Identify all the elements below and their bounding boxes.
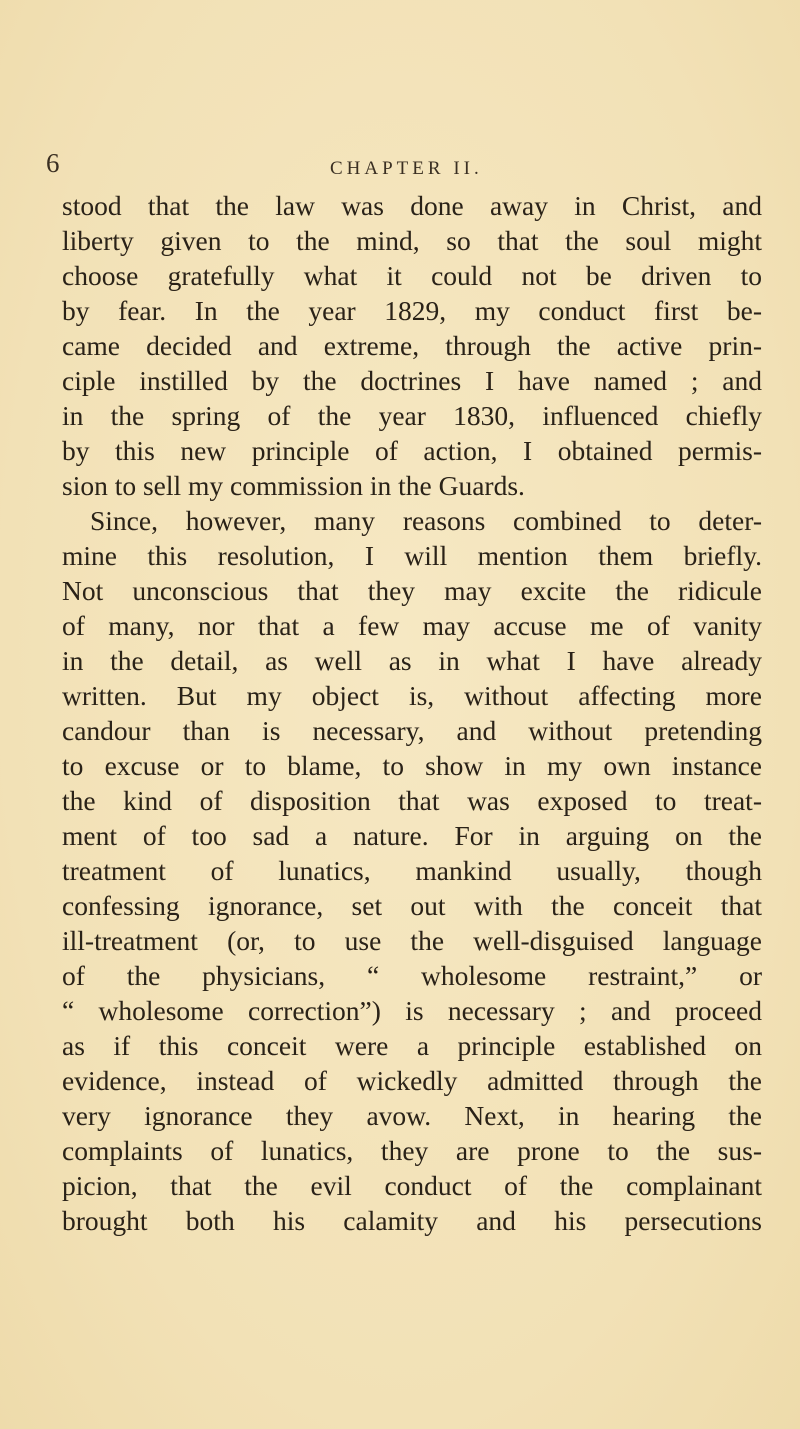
- text-line: stood that the law was done away in Christ, and: [62, 190, 762, 221]
- text-line: brought both his calamity and his persecutions: [62, 1205, 762, 1236]
- text-line: evidence, instead of wickedly admitted through the: [62, 1065, 762, 1096]
- page-number: 6: [46, 148, 60, 178]
- text-line: liberty given to the mind, so that the soul might: [62, 225, 762, 256]
- text-line: by fear. In the year 1829, my conduct first be-: [62, 295, 762, 326]
- text-line: of the physicians, “ wholesome restraint,” or: [62, 960, 762, 991]
- text-line: in the detail, as well as in what I have already: [62, 645, 762, 676]
- text-line: came decided and extreme, through the active prin-: [62, 330, 762, 361]
- text-line: “ wholesome correction”) is necessary ; and proceed: [62, 995, 762, 1026]
- text-line: written. But my object is, without affecting more: [62, 680, 762, 711]
- text-line: to excuse or to blame, to show in my own instance: [62, 750, 762, 781]
- text-line: complaints of lunatics, they are prone to the sus-: [62, 1135, 762, 1166]
- text-line: candour than is necessary, and without pretending: [62, 715, 762, 746]
- body-text: [62, 188, 762, 1238]
- text-line: by this new principle of action, I obtained permis-: [62, 435, 762, 466]
- text-line: ment of too sad a nature. For in arguing on the: [62, 820, 762, 851]
- text-line: ciple instilled by the doctrines I have named ; and: [62, 365, 762, 396]
- text-line: very ignorance they avow. Next, in hearing the: [62, 1100, 762, 1131]
- text-line: Since, however, many reasons combined to deter-: [90, 505, 762, 536]
- text-line: the kind of disposition that was exposed to treat-: [62, 785, 762, 816]
- text-line: ill-treatment (or, to use the well-disguised language: [62, 925, 762, 956]
- text-line: in the spring of the year 1830, influenced chiefly: [62, 400, 762, 431]
- text-line: confessing ignorance, set out with the conceit that: [62, 890, 762, 921]
- text-line: sion to sell my commission in the Guards.: [62, 470, 525, 501]
- running-head: CHAPTER II.: [330, 158, 483, 179]
- text-line: of many, nor that a few may accuse me of vanity: [62, 610, 762, 641]
- text-line: treatment of lunatics, mankind usually, though: [62, 855, 762, 886]
- text-line: as if this conceit were a principle established on: [62, 1030, 762, 1061]
- text-line: picion, that the evil conduct of the complainant: [62, 1170, 762, 1201]
- text-line: mine this resolution, I will mention them briefly.: [62, 540, 762, 571]
- text-line: choose gratefully what it could not be driven to: [62, 260, 762, 291]
- text-line: Not unconscious that they may excite the ridicule: [62, 575, 762, 606]
